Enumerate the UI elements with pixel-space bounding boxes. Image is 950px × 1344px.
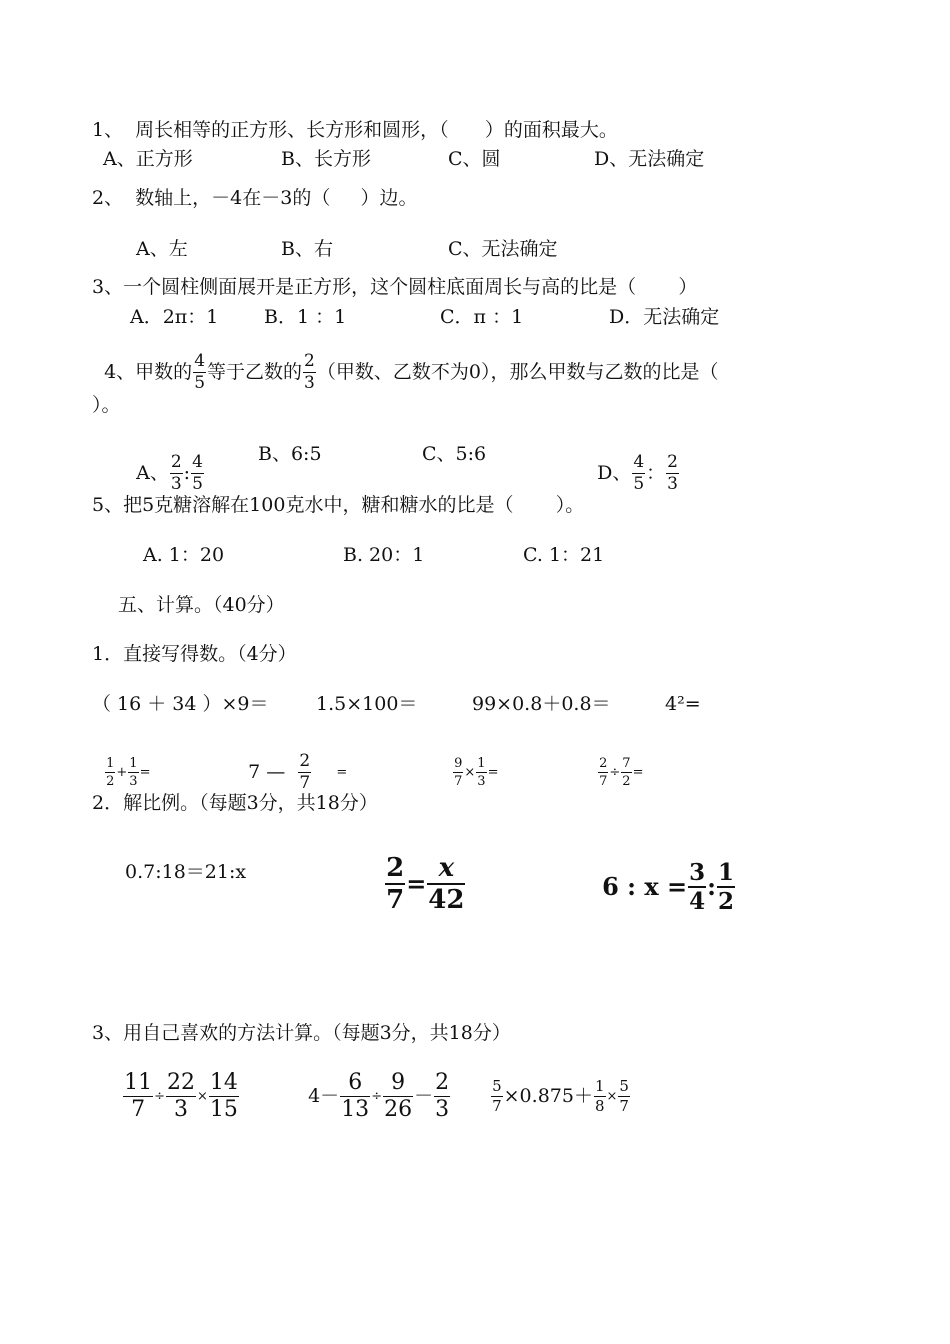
c3-a-denominator: 7 <box>492 1097 502 1115</box>
e2-numerator: 2 <box>299 751 311 771</box>
q3-option-a: A．2π：1 <box>130 306 219 328</box>
e4-b-numerator: 7 <box>622 756 631 771</box>
c1-fraction-a <box>123 1072 153 1121</box>
c1-operator-2: × <box>197 1089 208 1104</box>
q2-option-a: A、左 <box>136 238 188 260</box>
q1-option-c: C、圆 <box>448 148 501 170</box>
c1-b-numerator: 22 <box>167 1070 195 1095</box>
calc-row2-item4 <box>585 738 643 788</box>
e4-a-denominator: 7 <box>599 774 608 789</box>
q4-option-a <box>124 435 205 493</box>
q4-option-d <box>585 435 680 493</box>
calc-row2-item1 <box>92 738 150 788</box>
p3-fraction-b <box>717 861 735 913</box>
q4-stem-part-a: 4、甲数的 <box>104 361 193 383</box>
q4-stem-part-b: 等于乙数的 <box>207 361 303 383</box>
c1-operator-1: ÷ <box>154 1089 165 1104</box>
c3-operator: × <box>606 1089 618 1104</box>
c3-fraction-a <box>491 1079 503 1114</box>
q4-option-a-fraction-1-denominator: 3 <box>170 474 182 494</box>
p2-a-denominator: 7 <box>386 885 405 915</box>
c3-fraction-c <box>618 1079 630 1114</box>
q1-option-b: B、长方形 <box>281 148 371 170</box>
c2-c-numerator: 2 <box>435 1070 450 1095</box>
q3-option-d: D．无法确定 <box>609 306 720 328</box>
q4-option-a-fraction-2 <box>191 454 204 493</box>
p2-fraction-b <box>427 855 465 913</box>
q4-fraction-2-numerator: 2 <box>304 351 315 371</box>
e4-b-denominator: 2 <box>622 774 631 789</box>
q5-option-b: B. 20：1 <box>343 544 425 566</box>
q4-fraction-1-numerator: 4 <box>194 351 206 371</box>
q4-stem <box>92 334 718 392</box>
q4-option-a-fraction-2-numerator: 4 <box>192 452 203 472</box>
q4-option-d-fraction-1-numerator: 4 <box>633 452 645 472</box>
c2-fraction-a <box>340 1072 370 1121</box>
c3-fraction-b <box>594 1079 606 1114</box>
e2-fraction <box>298 753 311 792</box>
proportion-3 <box>590 842 736 913</box>
p2-fraction-a <box>385 855 405 913</box>
q2-stem: 2、 数轴上，－4在－3的（ ）边。 <box>92 187 418 209</box>
e3-b-numerator: 1 <box>477 756 486 771</box>
e4-fraction-a <box>598 757 608 788</box>
e1-fraction-a <box>105 757 115 788</box>
p3-b-numerator: 1 <box>718 859 735 886</box>
q3-option-b: B．1 ：1 <box>264 306 347 328</box>
p3-b-denominator: 2 <box>718 888 735 915</box>
q4-option-d-label: D、 <box>597 462 632 484</box>
q1-option-d: D、无法确定 <box>594 148 705 170</box>
calc-row1-item3: 99×0.8＋0.8＝ <box>472 693 611 715</box>
q3-stem: 3、一个圆柱侧面展开是正方形，这个圆柱底面周长与高的比是（ ） <box>92 276 698 298</box>
section-title: 五、计算。（40分） <box>118 594 285 616</box>
proportion-2 <box>372 836 466 913</box>
e1-b-denominator: 3 <box>129 774 138 789</box>
calc3-item3 <box>478 1060 631 1114</box>
q4-option-c: C、5:6 <box>422 443 487 465</box>
c1-fraction-b <box>166 1072 196 1121</box>
c3-b-numerator: 1 <box>594 1077 605 1095</box>
c1-c-denominator: 15 <box>209 1097 238 1122</box>
e1-a-denominator: 2 <box>106 774 115 789</box>
c2-b-denominator: 26 <box>384 1097 413 1122</box>
p2-b-numerator: x <box>427 855 465 885</box>
c2-operator-2: － <box>414 1085 434 1107</box>
c2-a-numerator: 6 <box>340 1072 370 1097</box>
calc-row1-item1: （ 16 ＋ 34 ）×9＝ <box>92 693 269 715</box>
e4-fraction-b <box>621 757 631 788</box>
c2-a-denominator: 13 <box>341 1097 370 1122</box>
part1-title: 1．直接写得数。（4分） <box>92 643 297 665</box>
p3-a-numerator: 3 <box>689 859 706 886</box>
c2-operator-1: ÷ <box>371 1089 383 1104</box>
proportion-1: 0.7:18＝21:x <box>125 861 247 883</box>
c1-c-numerator: 14 <box>209 1070 238 1095</box>
p3-prefix: 6 : x = <box>602 872 688 901</box>
c2-fraction-b <box>383 1072 413 1121</box>
q4-option-d-fraction-1 <box>632 454 645 493</box>
e3-b-denominator: 3 <box>477 774 486 789</box>
e3-operator: × <box>464 765 476 780</box>
p2-a-numerator: 2 <box>386 853 405 883</box>
calc3-item1 <box>110 1053 240 1121</box>
q4-fraction-1-denominator: 5 <box>194 373 206 393</box>
c1-a-numerator: 11 <box>124 1070 153 1095</box>
q4-option-b: B、6:5 <box>258 443 322 465</box>
q5-option-c: C. 1：21 <box>523 544 605 566</box>
p3-fraction-a <box>688 861 706 913</box>
e3-fraction-b <box>476 757 486 788</box>
c3-middle: ×0.875＋ <box>503 1085 593 1107</box>
q4-fraction-1 <box>193 353 206 392</box>
q4-option-a-fraction-2-denominator: 5 <box>192 474 203 494</box>
calc-row1-item2: 1.5×100＝ <box>316 693 418 715</box>
c3-c-numerator: 5 <box>619 1077 629 1095</box>
e2-equals: = <box>336 765 348 780</box>
e4-equals: = <box>632 765 644 780</box>
q4-stem-part-c: （甲数、乙数不为0），那么甲数与乙数的比是（ <box>316 361 719 383</box>
e1-equals: = <box>139 765 151 780</box>
c1-fraction-c <box>209 1072 239 1121</box>
q4-option-a-fraction-1 <box>170 454 183 493</box>
c1-b-denominator: 3 <box>174 1097 188 1122</box>
q1-stem: 1、 周长相等的正方形、长方形和圆形，（ ）的面积最大。 <box>92 119 618 141</box>
q1-option-a: A、正方形 <box>103 148 193 170</box>
e3-a-denominator: 7 <box>454 774 463 789</box>
e4-operator: ÷ <box>609 765 621 780</box>
c2-b-numerator: 9 <box>383 1072 413 1097</box>
c2-c-denominator: 3 <box>435 1097 450 1122</box>
q4-option-a-colon: : <box>183 462 191 484</box>
e1-operator: + <box>116 765 128 780</box>
q4-option-d-fraction-1-denominator: 5 <box>633 474 645 494</box>
q4-fraction-2-denominator: 3 <box>304 373 315 393</box>
q4-option-d-fraction-2-denominator: 3 <box>667 474 678 494</box>
part3-title: 3、用自己喜欢的方法计算。（每题3分，共18分） <box>92 1022 511 1044</box>
c2-fraction-c <box>434 1072 450 1121</box>
c2-prefix: 4－ <box>308 1085 340 1107</box>
e3-equals: = <box>487 765 499 780</box>
q2-option-c: C、无法确定 <box>448 238 558 260</box>
q4-stem-end: ）。 <box>92 394 121 416</box>
p3-a-denominator: 4 <box>689 888 706 915</box>
e2-denominator: 7 <box>299 773 311 793</box>
p3-colon: : <box>707 872 717 901</box>
calc-row2-item3 <box>440 738 498 788</box>
q4-option-d-fraction-2 <box>666 454 679 493</box>
calc3-item2 <box>296 1053 451 1121</box>
q4-option-d-fraction-2-numerator: 2 <box>667 452 678 472</box>
c3-b-denominator: 8 <box>594 1097 605 1115</box>
q4-option-a-label: A、 <box>136 462 169 484</box>
e3-a-numerator: 9 <box>454 756 463 771</box>
e1-b-numerator: 1 <box>129 756 138 771</box>
e1-fraction-b <box>128 757 138 788</box>
q5-stem: 5、把5克糖溶解在100克水中，糖和糖水的比是（ ）。 <box>92 494 585 516</box>
calc-row2-item2 <box>236 734 347 792</box>
q3-option-c: C．π ：1 <box>440 306 524 328</box>
e4-a-numerator: 2 <box>599 756 608 771</box>
c3-c-denominator: 7 <box>619 1097 629 1115</box>
e3-fraction-a <box>453 757 463 788</box>
p2-equals: = <box>406 869 427 898</box>
q4-fraction-2 <box>303 353 316 392</box>
e1-a-numerator: 1 <box>106 756 115 771</box>
q4-option-d-colon: ： <box>646 462 666 484</box>
q5-option-a: A. 1：20 <box>143 544 225 566</box>
part2-title: 2．解比例。（每题3分，共18分） <box>92 792 378 814</box>
q4-option-a-fraction-1-numerator: 2 <box>170 452 182 472</box>
calc-row1-item4: 4²= <box>665 693 701 715</box>
c3-a-numerator: 5 <box>492 1077 502 1095</box>
e2-prefix: 7 — <box>248 761 286 783</box>
c1-a-denominator: 7 <box>131 1097 146 1122</box>
q2-option-b: B、右 <box>281 238 333 260</box>
p2-b-denominator: 42 <box>428 885 465 915</box>
